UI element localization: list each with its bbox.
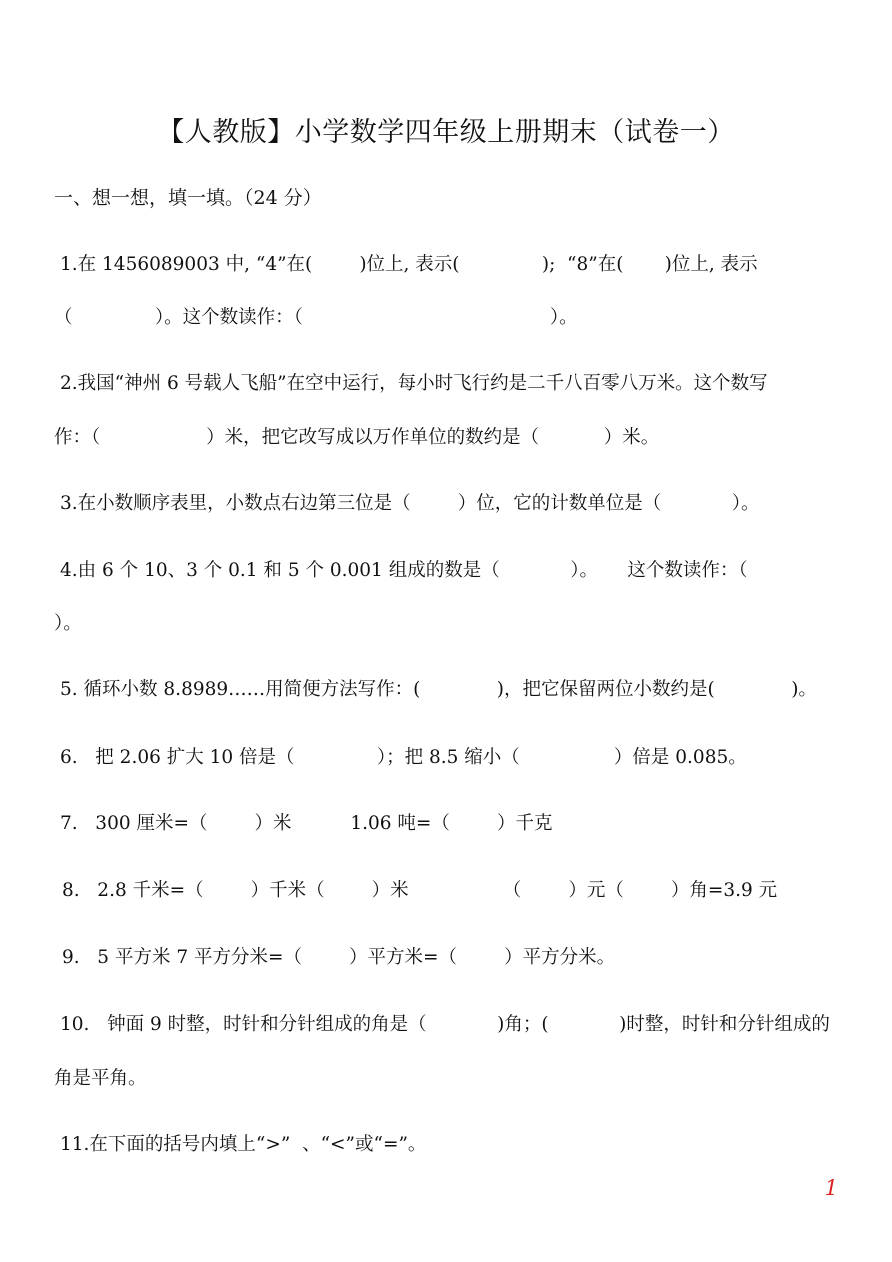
question-10-line-2: 角是平角。 [54,1068,147,1089]
section-heading: 一、想一想，填一填。（24 分） [54,187,322,209]
question-2-line-1: 2.我国“神州 6 号载人飞船”在空中运行，每小时飞行约是二千八百零八万米。这个数写 [60,373,768,394]
question-7: 7. 300 厘米=（ ）米 1.06 吨=（ ）千克 [60,813,553,834]
question-4-line-1: 4.由 6 个 10、3 个 0.1 和 5 个 0.001 组成的数是（ ）。 这个数读作：（ [60,560,748,581]
question-11: 11.在下面的括号内填上“>” 、“<”或“=”。 [60,1134,427,1155]
question-5: 5. 循环小数 8.8989……用简便方法写作：( )，把它保留两位小数约是( )。 [60,679,817,700]
question-4-line-2: ）。 [54,613,82,634]
question-3: 3.在小数顺序表里，小数点右边第三位是（ ）位，它的计数单位是（ ）。 [60,493,760,514]
question-6: 6. 把 2.06 扩大 10 倍是（ ）；把 8.5 缩小（ ）倍是 0.085。 [60,747,747,768]
question-1-line-1: 1.在 1456089003 中, “4”在( )位上, 表示( ); “8”在( )位上, 表示 [60,254,758,275]
question-1-line-2: （ ）。这个数读作：（ ）。 [54,307,578,328]
page-number: 1 [824,1176,838,1200]
question-9: 9. 5 平方米 7 平方分米=（ ）平方米=（ ）平方分米。 [62,947,616,968]
page-title: 【人教版】小学数学四年级上册期末（试卷一） [157,117,735,148]
question-10-line-1: 10. 钟面 9 时整，时针和分针组成的角是（ )角；( )时整，时针和分针组成的 [60,1014,830,1035]
question-8: 8. 2.8 千米=（ ）千米（ ）米 （ ）元（ ）角=3.9 元 [62,880,778,901]
question-2-line-2: 作：（ ）米，把它改写成以万作单位的数约是（ ）米。 [54,427,660,448]
